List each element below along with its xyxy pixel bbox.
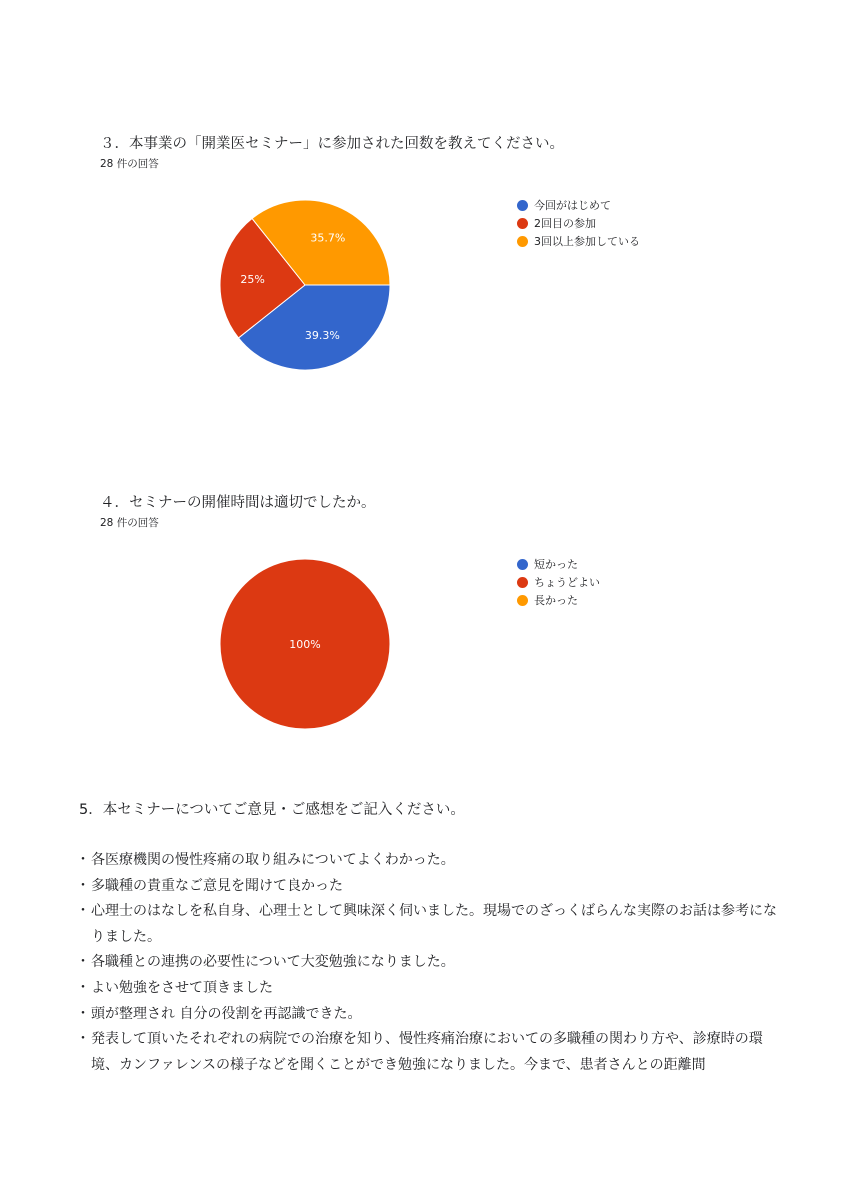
pie-slice-label: 100% (289, 638, 321, 651)
pie-slice-label: 35.7% (310, 231, 346, 245)
comment-item: ・ 心理士のはなしを私自身、心理士として興味深く伺いました。現場でのざっくばらんな実際のお話は参考になりました。 (79, 899, 779, 950)
legend-label: 今回がはじめて (534, 199, 611, 212)
question-4-response-count: 28 件の回答 (100, 517, 159, 529)
legend-label: 長かった (534, 594, 578, 607)
comment-item: ・ よい勉強をさせて頂きました (79, 976, 779, 1002)
legend-item (517, 573, 600, 591)
legend-swatch (517, 595, 528, 606)
legend-item (517, 591, 600, 609)
legend-label: 3回以上参加している (534, 235, 640, 248)
question-4-title: ４．セミナーの開催時間は適切でしたか。 (100, 495, 376, 511)
comment-item: ・ 発表して頂いたそれぞれの病院での治療を知り、慢性疼痛治療においての多職種の関わり方や、診療時の環境、カンファレンスの様子などを聞くことができ勉強になりました。今まで、患者さんとの距離間 (79, 1027, 779, 1078)
legend-swatch (517, 559, 528, 570)
legend-label: 短かった (534, 558, 578, 571)
question-3-title: ３．本事業の「開業医セミナー」に参加された回数を教えてください。 (100, 136, 564, 152)
legend-label: ちょうどよい (534, 576, 600, 589)
pie-slice-label: 39.3% (304, 328, 340, 342)
comment-item: ・ 多職種の貴重なご意見を聞けて良かった (79, 874, 779, 900)
comment-list (79, 848, 779, 1078)
legend-swatch (517, 577, 528, 588)
section-5-title: 5．本セミナーについてご意見・ご感想をご記入ください。 (79, 802, 465, 818)
legend-q4 (517, 555, 600, 609)
comment-item: ・ 各職種との連携の必要性について大変勉強になりました。 (79, 950, 779, 976)
comment-item: ・ 頭が整理され 自分の役割を再認識できた。 (79, 1002, 779, 1028)
question-3-response-count: 28 件の回答 (100, 158, 159, 170)
comment-item: ・ 各医療機関の慢性疼痛の取り組みについてよくわかった。 (79, 848, 779, 874)
legend-label: 2回目の参加 (534, 217, 596, 230)
pie-slice-label: 25% (240, 273, 265, 287)
legend-item (517, 555, 600, 573)
